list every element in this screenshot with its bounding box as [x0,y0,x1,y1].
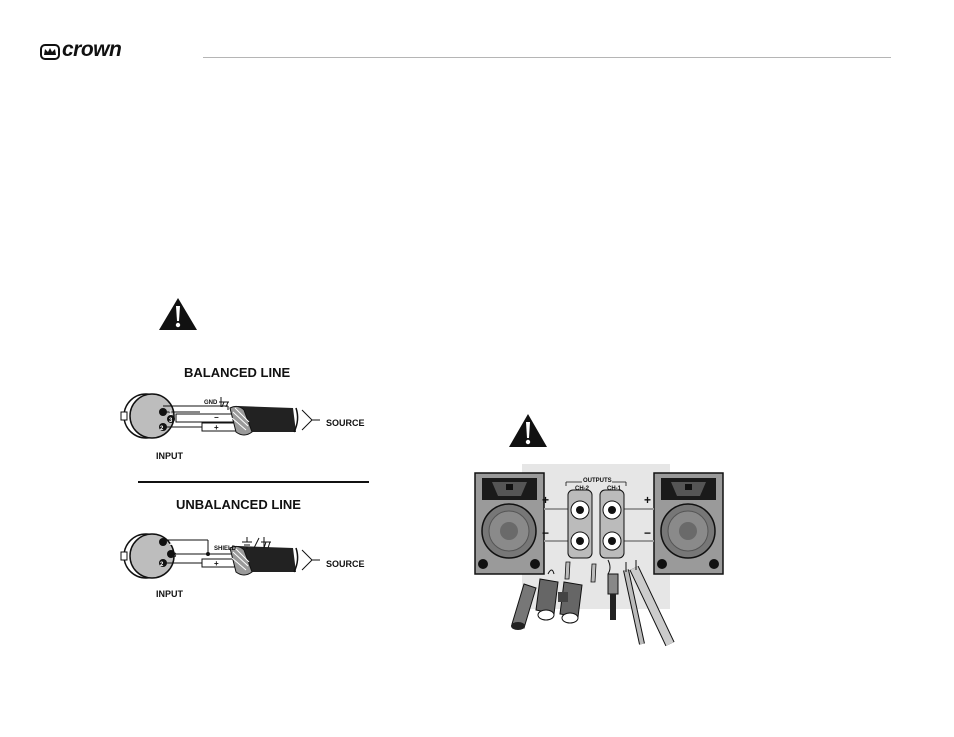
pin-1-label: 1 [169,541,173,547]
crown-emblem-icon [40,42,60,62]
left-speaker [475,473,544,574]
header-rule [203,57,891,58]
balanced-source-label: SOURCE [326,418,365,428]
plus-label: + [214,559,219,568]
left-minus-label: − [542,526,550,540]
unbalanced-source-label: SOURCE [326,559,365,569]
minus-label: − [214,413,219,422]
pin-2-label: 2 [160,562,164,568]
outputs-label: OUTPUTS [583,478,612,484]
left-plus-label: + [542,493,550,507]
unbalanced-line-title: UNBALANCED LINE [176,497,301,512]
right-minus-label: − [644,526,652,540]
brand-name: crown [62,38,122,61]
earth-chassis-ground-icon [241,536,273,550]
gnd-label: GND [204,400,218,406]
crown-logo [40,40,160,64]
ch2-label: CH-2 [575,486,590,492]
ground-symbol-icon [218,396,230,408]
ch1-label: CH-1 [607,486,622,492]
pin-2-label: 2 [160,426,164,432]
warning-icon [158,297,198,331]
right-speaker [654,473,723,574]
speaker-output-diagram [474,464,724,650]
pin-3-label: 3 [169,418,173,424]
plus-label: + [214,423,219,432]
pin-1-label: 1 [169,411,173,417]
warning-icon [508,413,548,448]
pin-3-label: 3 [173,553,177,559]
unbalanced-input-label: INPUT [156,589,183,599]
right-plus-label: + [644,493,652,507]
balanced-input-label: INPUT [156,451,183,461]
section-divider [138,481,369,483]
balanced-line-title: BALANCED LINE [184,365,291,380]
shield-label: SHIELD [214,546,237,552]
